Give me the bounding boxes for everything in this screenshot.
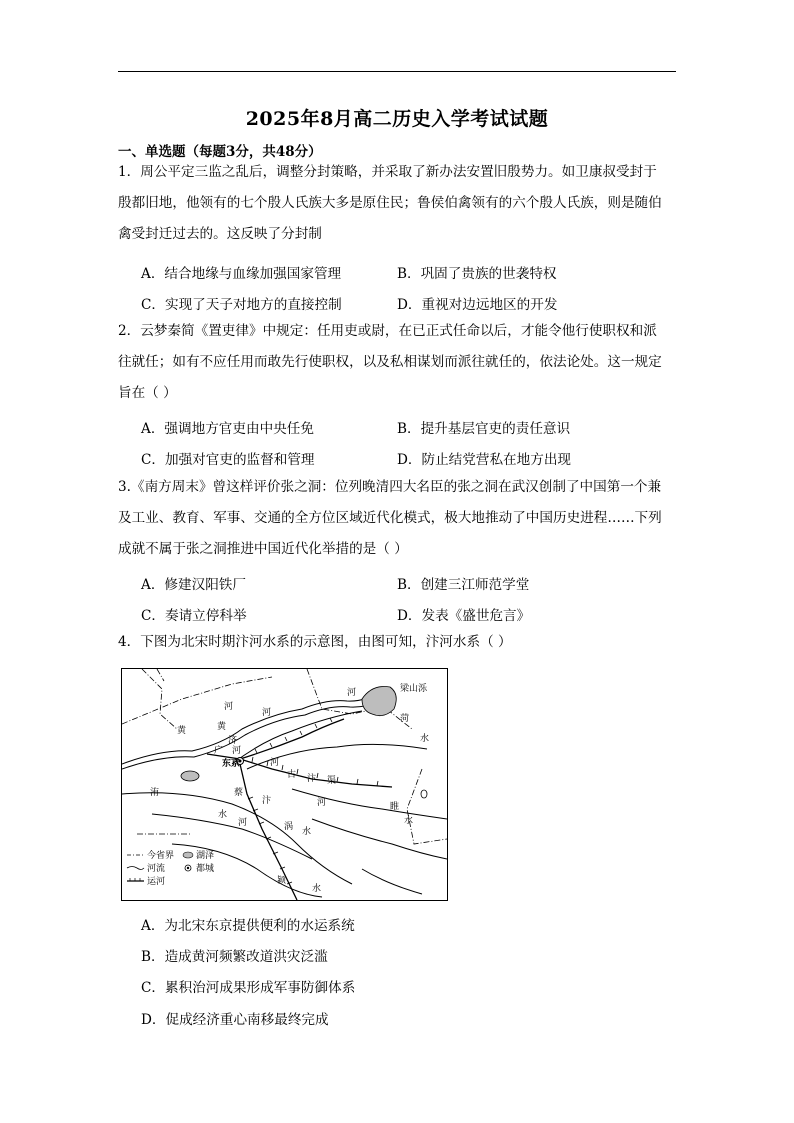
label: 水 <box>404 816 414 826</box>
question-1-stem <box>118 157 678 250</box>
question-4-stem <box>118 627 678 658</box>
question-1-line: 1．周公平定三监之乱后，调整分封策略，并采取了新办法安置旧殷势力。如卫康叔受封于 <box>118 164 657 180</box>
question-1-option-d[interactable]: D．重视对边远地区的开发 <box>397 297 558 313</box>
label: 涡 <box>284 822 294 832</box>
lake <box>421 790 427 798</box>
question-1-option-c[interactable]: C．实现了天子对地方的直接控制 <box>141 297 342 313</box>
map-legend <box>127 849 214 887</box>
question-3-stem <box>118 472 678 565</box>
label: 汴 <box>307 774 317 784</box>
question-4-option-b[interactable]: B．造成黄河频繁改道洪灾泛滥 <box>141 949 328 965</box>
label-liangshanpo: 梁山泺 <box>400 684 428 694</box>
question-4-line: 4．下图为北宋时期汴河水系的示意图，由图可知，汴河水系（ ） <box>118 634 512 650</box>
canal-cai <box>240 764 297 900</box>
label: 睢 <box>390 802 400 812</box>
question-2-option-c[interactable]: C．加强对官吏的监督和管理 <box>141 452 315 468</box>
question-1-line: 殷都旧地，他领有的七个殷人氏族大多是原住民；鲁侯伯禽领有的六个殷人氏族，则是随伯 <box>118 195 662 211</box>
legend-capital: 都城 <box>196 864 215 874</box>
label: 洧 <box>150 788 160 798</box>
river <box>312 819 447 859</box>
bian-river-map <box>121 668 448 901</box>
label: 河 <box>317 798 327 808</box>
lake-liangshanpo <box>362 687 396 716</box>
label: 河 <box>238 818 248 828</box>
label: 古 <box>287 770 297 780</box>
label: 水 <box>302 827 312 837</box>
label: 渠 <box>327 776 337 786</box>
label: 水 <box>218 810 228 820</box>
legend-river: 河流 <box>147 864 166 874</box>
label: 蔡 <box>234 788 244 798</box>
question-3-option-a[interactable]: A．修建汉阳铁厂 <box>141 577 246 593</box>
question-1-line: 禽受封迁过去的。这反映了分封制 <box>118 226 322 242</box>
question-2-line: 往就任；如有不应任用而敢先行使职权，以及私相谋划而派往就任的，依法论处。这一规定 <box>118 354 662 370</box>
lake <box>181 771 199 781</box>
legend-border: 今省界 <box>147 851 175 861</box>
river <box>172 844 322 897</box>
label: 黄 <box>217 722 227 732</box>
question-4-option-c[interactable]: C．累积治河成果形成军事防御体系 <box>141 980 356 996</box>
province-border <box>407 769 447 844</box>
question-1-option-a[interactable]: A．结合地缘与血缘加强国家管理 <box>141 266 342 282</box>
yellow-river <box>122 689 384 764</box>
river <box>152 814 312 859</box>
question-2-option-b[interactable]: B．提升基层官吏的责任意识 <box>397 421 571 437</box>
question-1-option-b[interactable]: B．巩固了贵族的世袭特权 <box>397 266 557 282</box>
label: 河 <box>262 708 272 718</box>
province-border <box>122 677 272 724</box>
question-2-stem <box>118 316 678 409</box>
question-2-option-a[interactable]: A．强调地方官吏由中央任免 <box>141 421 314 437</box>
label: 河 <box>232 746 242 756</box>
question-3-line: 3.《南方周末》曾这样评价张之洞：位列晚清四大名臣的张之洞在武汉创制了中国第一个兼 <box>118 479 662 495</box>
label: 水 <box>312 884 322 894</box>
question-2-line: 旨在（ ） <box>118 385 177 401</box>
question-4-option-d[interactable]: D．促成经济重心南移最终完成 <box>141 1012 329 1028</box>
question-3-option-c[interactable]: C．奏请立停科举 <box>141 608 247 624</box>
question-3-option-d[interactable]: D．发表《盛世危言》 <box>397 608 531 624</box>
question-3-option-b[interactable]: B．创建三江师范学堂 <box>397 577 530 593</box>
label: 黄 <box>177 726 187 736</box>
question-2-option-d[interactable]: D．防止结党营私在地方出现 <box>397 452 572 468</box>
exam-title: 2025年8月高二历史入学考试试题 <box>245 108 549 130</box>
province-border <box>142 669 177 729</box>
header-rule <box>118 71 676 72</box>
label: 广 <box>214 746 224 756</box>
legend-canal: 运河 <box>147 877 166 887</box>
label: 河 <box>347 688 357 698</box>
label: 水 <box>420 734 430 744</box>
label-dongjing: 东京 <box>222 759 241 769</box>
legend-lake: 湖泽 <box>196 851 215 861</box>
province-border <box>157 669 164 681</box>
label: 汴 <box>262 796 272 806</box>
label: 河 <box>224 702 234 712</box>
river <box>362 869 422 894</box>
label: 河 <box>270 758 280 768</box>
label: 菏 <box>400 714 410 724</box>
yellow-river <box>122 696 388 769</box>
label: 颍 <box>277 876 287 886</box>
question-4-option-a[interactable]: A．为北宋东京提供便利的水运系统 <box>141 918 355 934</box>
question-2-line: 2．云梦秦简《置吏律》中规定：任用吏或尉，在已正式任命以后，才能令他行使职权和派 <box>118 323 657 339</box>
question-3-line: 及工业、教育、军事、交通的全方位区域近代化模式，极大地推动了中国历史进程……下列 <box>118 510 662 526</box>
label: 济 <box>228 736 238 746</box>
section-heading: 一、单选题（每题3分，共48分） <box>118 144 322 160</box>
question-3-line: 成就不属于张之洞推进中国近代化举措的是（ ） <box>118 541 408 557</box>
